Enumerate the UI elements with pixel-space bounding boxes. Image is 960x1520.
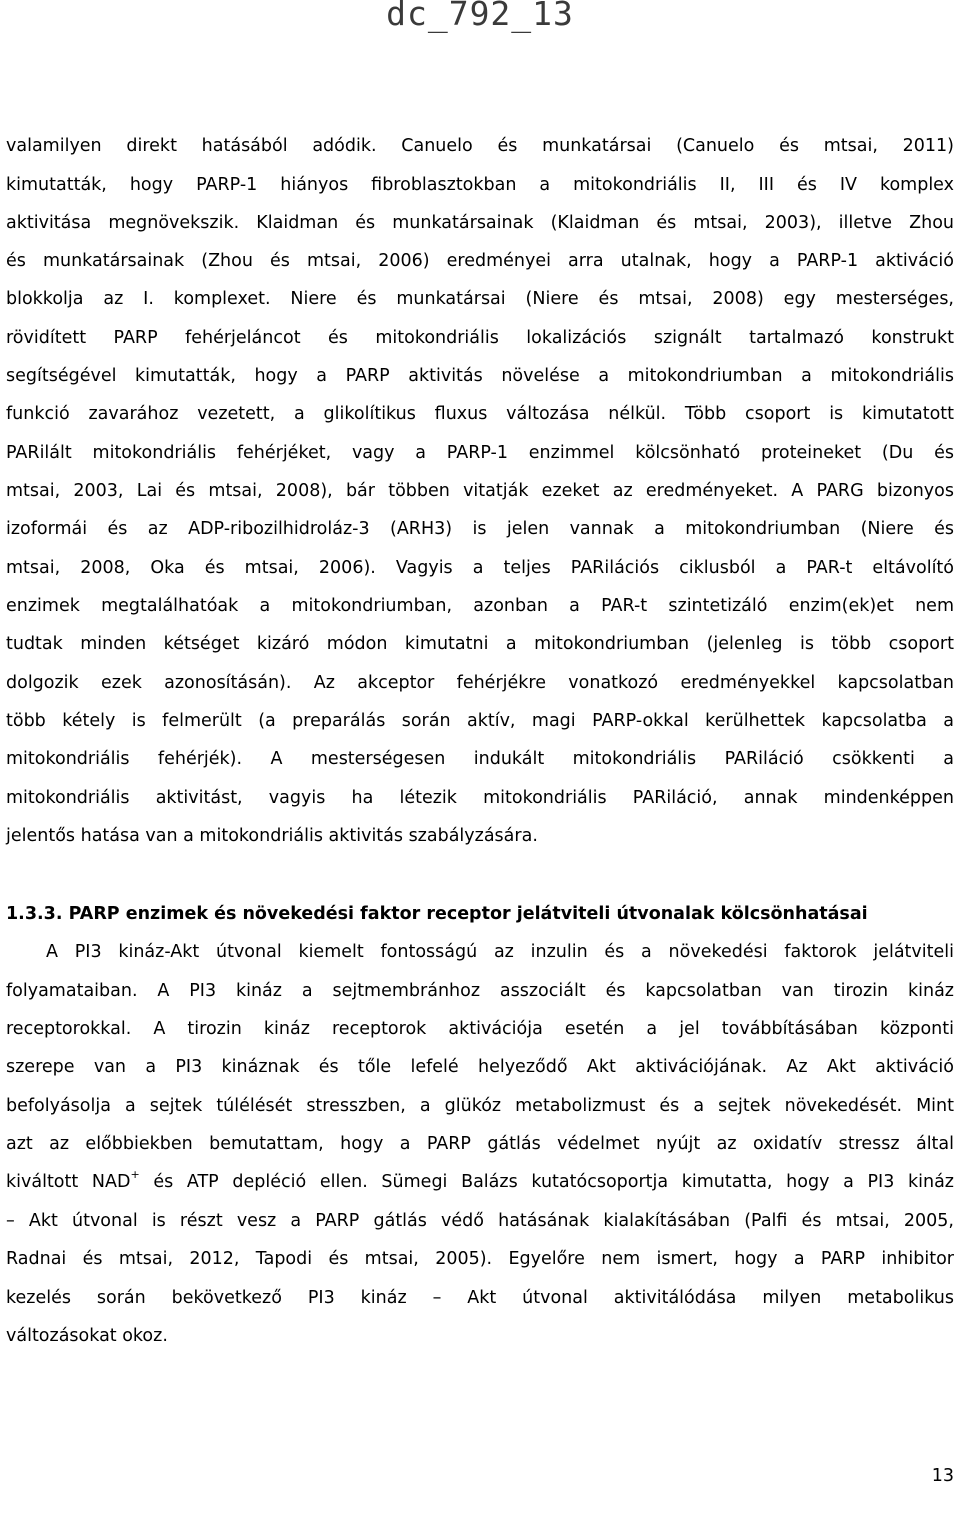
text-line: dolgozik ezek azonosításán). Az akceptor fehérjékre vonatkozó eredményekkel kapcsolatban xyxy=(6,673,954,693)
text-line: befolyásolja a sejtek túlélését stresszben, a glükóz metabolizmust és a sejtek növekedését. Mint xyxy=(6,1096,954,1116)
text-line: változásokat okoz. xyxy=(6,1326,168,1346)
text-line: – Akt útvonal is részt vesz a PARP gátlás védő hatásának kialakításában (Palfi és mtsai, 2005, xyxy=(6,1211,954,1231)
text-line: valamilyen direkt hatásából adódik. Canuelo és munkatársai (Canuelo és mtsai, 2011) xyxy=(6,136,954,156)
text-segment: kiváltott NAD xyxy=(6,1172,131,1192)
text-line: mtsai, 2003, Lai és mtsai, 2008), bár többen vitatják ezeket az eredményeket. A PARG bizonyos xyxy=(6,481,954,501)
text-line: tudtak minden kétséget kizáró módon kimutatni a mitokondriumban (jelenleg is több csoport xyxy=(6,634,954,654)
text-line: mitokondriális aktivitást, vagyis ha létezik mitokondriális PARiláció, annak mindenképpen xyxy=(6,788,954,808)
text-line: kimutatták, hogy PARP-1 hiányos fibroblasztokban a mitokondriális II, III és IV komplex xyxy=(6,175,954,195)
text-line: mtsai, 2008, Oka és mtsai, 2006). Vagyis a teljes PARilációs ciklusból a PAR-t eltávolító xyxy=(6,558,954,578)
text-line: blokkolja az I. komplexet. Niere és munkatársai (Niere és mtsai, 2008) egy mesterséges, xyxy=(6,289,954,309)
text-line: folyamataiban. A PI3 kináz a sejtmembránhoz asszociált és kapcsolatban van tirozin kináz xyxy=(6,981,954,1001)
text-line: funkció zavarához vezetett, a glikolítikus fluxus változása nélkül. Több csoport is kimutatott xyxy=(6,404,954,424)
text-line: több kétely is felmerült (a preparálás során aktív, magi PARP-okkal kerülhettek kapcsolatba a xyxy=(6,711,954,731)
text-segment: és ATP depléció ellen. Sümegi Balázs kutatócsoportja kimutatta, hogy a PI3 kináz xyxy=(139,1172,954,1192)
text-line: enzimek megtalálhatóak a mitokondriumban, azonban a PAR-t szintetizáló enzim(ek)et nem xyxy=(6,596,954,616)
text-line xyxy=(6,1168,954,1193)
text-line: kezelés során bekövetkező PI3 kináz – Akt útvonal aktivitálódása milyen metabolikus xyxy=(6,1288,954,1308)
text-line: segítségével kimutatták, hogy a PARP aktivitás növelése a mitokondriumban a mitokondriális xyxy=(6,366,954,386)
text-line: aktivitása megnövekszik. Klaidman és munkatársainak (Klaidman és mtsai, 2003), illetve Zhou xyxy=(6,213,954,233)
text-line: izoformái és az ADP-ribozilhidroláz-3 (ARH3) is jelen vannak a mitokondriumban (Niere és xyxy=(6,519,954,539)
text-line: receptorokkal. A tirozin kináz receptorok aktivációja esetén a jel továbbításában központi xyxy=(6,1019,954,1039)
text-line: jelentős hatása van a mitokondriális aktivitás szabályzására. xyxy=(6,826,538,846)
text-line: azt az előbbiekben bemutattam, hogy a PARP gátlás védelmet nyújt az oxidatív stressz által xyxy=(6,1134,954,1154)
section-heading: 1.3.3. PARP enzimek és növekedési faktor receptor jelátviteli útvonalak kölcsönhatásai xyxy=(6,904,868,924)
text-line: és munkatársainak (Zhou és mtsai, 2006) eredményei arra utalnak, hogy a PARP-1 aktiváció xyxy=(6,251,954,271)
document-id-header: dc_792_13 xyxy=(386,0,574,33)
text-line: A PI3 kináz-Akt útvonal kiemelt fontosságú az inzulin és a növekedési faktorok jelátviteli xyxy=(46,942,954,962)
text-line: rövidített PARP fehérjeláncot és mitokondriális lokalizációs szignált tartalmazó konstrukt xyxy=(6,328,954,348)
page-number: 13 xyxy=(931,1466,954,1486)
text-line: mitokondriális fehérjék). A mesterségesen indukált mitokondriális PARiláció csökkenti a xyxy=(6,749,954,769)
superscript-plus: + xyxy=(130,1168,140,1182)
text-line: szerepe van a PI3 kináznak és tőle lefelé helyeződő Akt aktivációjának. Az Akt aktiváció xyxy=(6,1057,954,1077)
text-line: Radnai és mtsai, 2012, Tapodi és mtsai, 2005). Egyelőre nem ismert, hogy a PARP inhibitor xyxy=(6,1249,954,1269)
text-line: PARilált mitokondriális fehérjéket, vagy a PARP-1 enzimmel kölcsönható proteineket (Du és xyxy=(6,443,954,463)
